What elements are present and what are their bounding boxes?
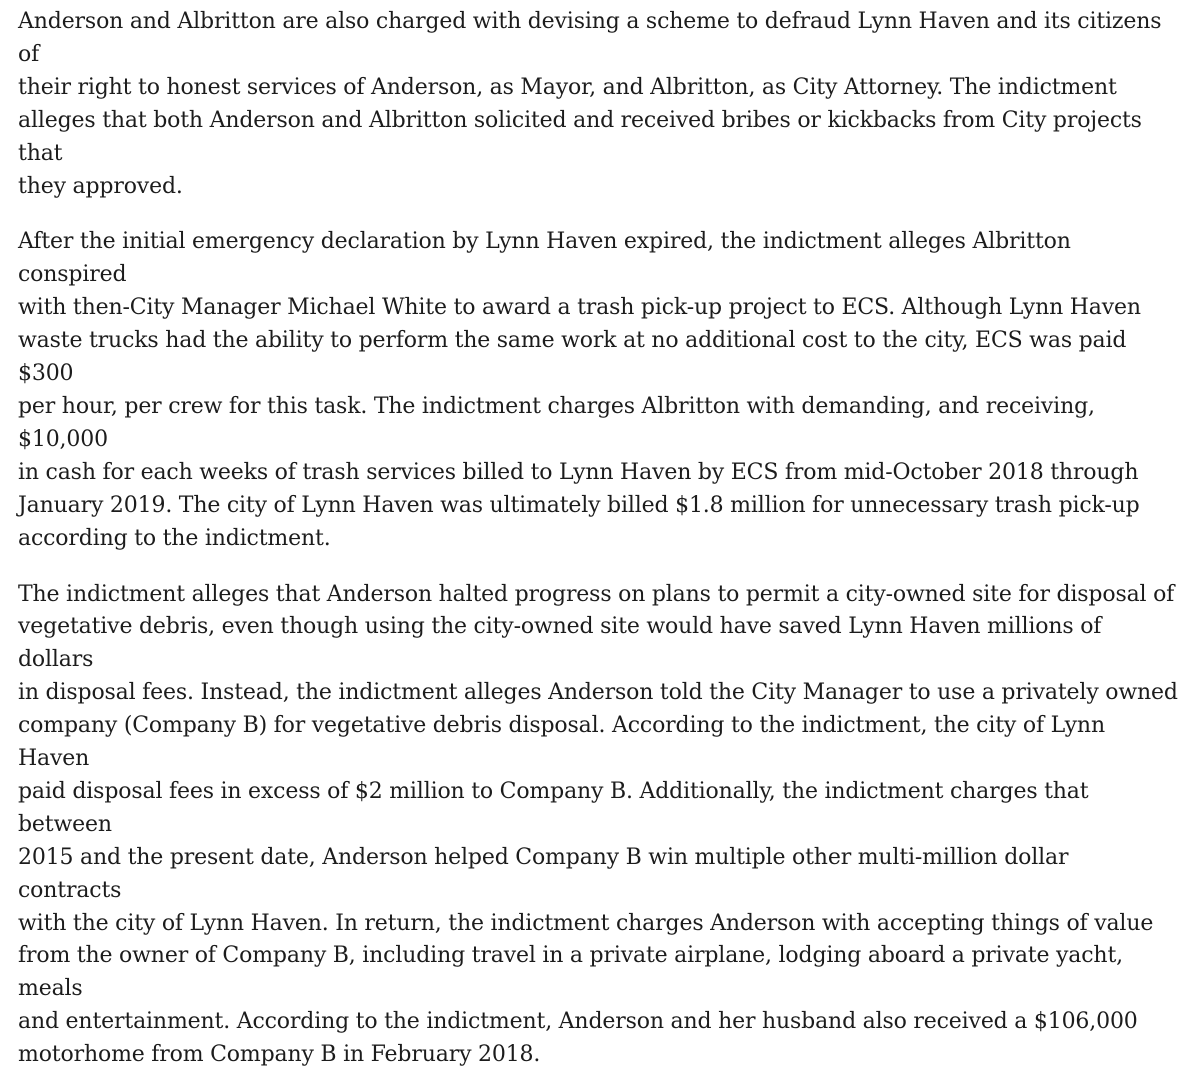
paragraph-trash-pickup: After the initial emergency declaration by Lynn Haven expired, the indictment alleges Albritton conspired with then-City Manager Michael White to award a trash pick-up project to ECS. Although Lynn Haven waste trucks had the ability to perform the same work at no additional cost to the city, ECS was paid $300 per hour, per crew for this task. The indictment charges Albritton with demanding, and receiving, $10,000 in cash for each weeks of trash services billed to Lynn Haven by ECS from mid-October 2018 through January 2019. The city of Lynn Haven was ultimately billed $1.8 million for unnecessary trash pick-up according to the indictment.	[18, 226, 1178, 555]
paragraph-honest-services: Anderson and Albritton are also charged with devising a scheme to defraud Lynn Haven and its citizens of their right to honest services of Anderson, as Mayor, and Albritton, as City Attorney. The indictment alleges that both Anderson and Albritton solicited and received bribes or kickbacks from City projects that they approved.	[18, 6, 1178, 203]
paragraph-vegetative-debris: The indictment alleges that Anderson halted progress on plans to permit a city-owned site for disposal of vegetative debris, even though using the city-owned site would have saved Lynn Haven millions of dollars in disposal fees. Instead, the indictment alleges Anderson told the City Manager to use a privately owned company (Company B) for vegetative debris disposal. According to the indictment, the city of Lynn Haven paid disposal fees in excess of $2 million to Company B. Additionally, the indictment charges that between 2015 and the present date, Anderson helped Company B win multiple other multi-million dollar contracts with the city of Lynn Haven. In return, the indictment charges Anderson with accepting things of value from the owner of Company B, including travel in a private airplane, lodging aboard a private yacht, meals and entertainment. According to the indictment, Anderson and her husband also received a $106,000 motorhome from Company B in February 2018.	[18, 579, 1178, 1072]
article-body	[18, 6, 1178, 1072]
